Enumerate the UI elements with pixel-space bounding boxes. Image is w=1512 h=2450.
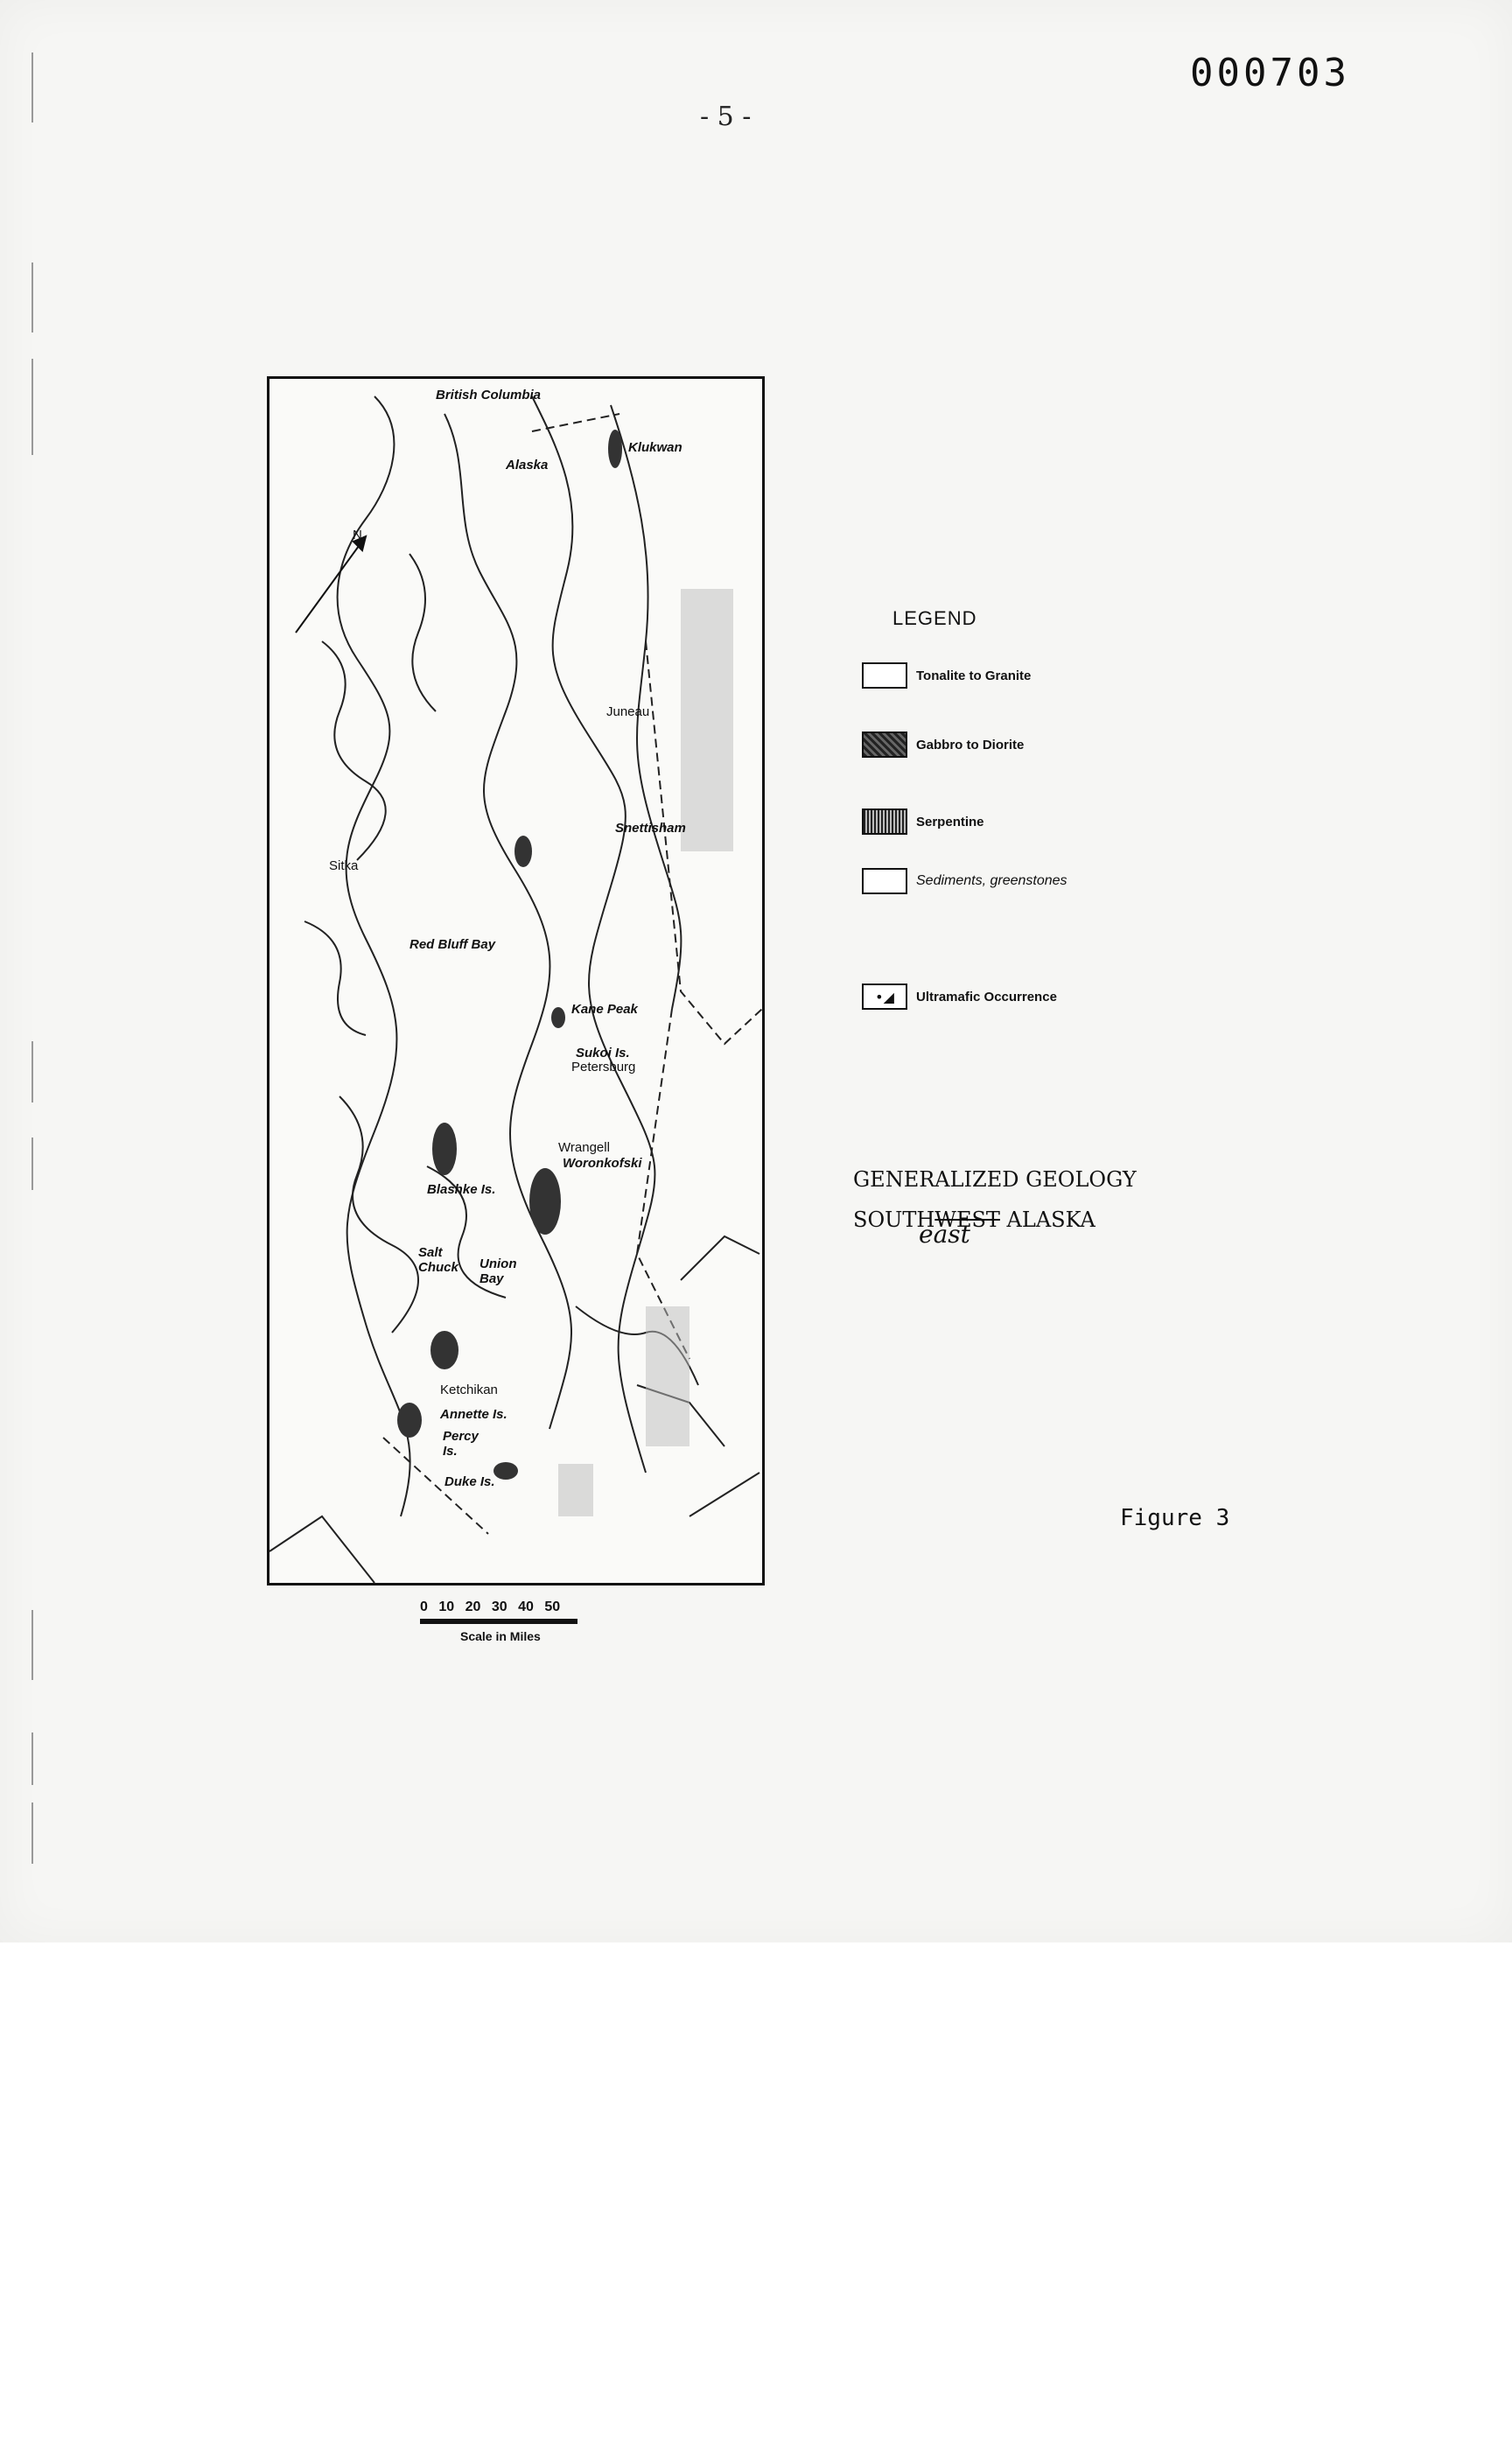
label-juneau: Juneau xyxy=(606,704,650,719)
swatch-sediments xyxy=(862,868,907,894)
legend-item-ultramafic xyxy=(862,984,1057,1010)
legend-label: Serpentine xyxy=(916,814,984,830)
legend-label: Sediments, greenstones xyxy=(916,873,1068,888)
label-kane-peak: Kane Peak xyxy=(571,1002,638,1017)
label-alaska: Alaska xyxy=(506,458,549,472)
label-salt-chuck: Salt Chuck xyxy=(418,1245,458,1275)
figure-title xyxy=(853,1159,1137,1240)
map-drawing xyxy=(270,379,762,1583)
label-sitka: Sitka xyxy=(329,858,359,873)
page-number: - 5 - xyxy=(700,102,752,132)
swatch-serpentine xyxy=(862,808,907,835)
handwritten-correction: east xyxy=(919,1220,970,1249)
geology-map xyxy=(267,376,765,1586)
label-red-bluff-bay: Red Bluff Bay xyxy=(410,937,496,952)
struck-word: WEST xyxy=(934,1208,1000,1232)
label-snettisham: Snettisham xyxy=(615,821,686,836)
label-annette: Annette Is. xyxy=(440,1407,508,1422)
legend-label: Ultramafic Occurrence xyxy=(916,989,1057,1004)
title-line-1: GENERALIZED GEOLOGY xyxy=(853,1167,1137,1192)
legend-label: Gabbro to Diorite xyxy=(916,737,1025,752)
label-union-bay: Union Bay xyxy=(480,1256,517,1286)
label-wrangell: Wrangell xyxy=(558,1140,610,1155)
swatch-gabbro xyxy=(862,732,907,758)
swatch-ultramafic: •◢ xyxy=(862,984,907,1010)
scale-ticks: 0 10 20 30 40 50 xyxy=(420,1600,561,1614)
figure-label: Figure 3 xyxy=(1120,1505,1230,1531)
label-woronkofski: Woronkofski xyxy=(563,1156,642,1171)
scale-caption: Scale in Miles xyxy=(460,1629,541,1643)
label-sukoi: Sukoi Is. xyxy=(576,1046,630,1060)
scale-bar xyxy=(420,1600,586,1643)
legend-item-gabbro xyxy=(862,732,1024,758)
legend-title: LEGEND xyxy=(892,607,977,629)
label-british-columbia: British Columbia xyxy=(436,388,542,402)
binder-marks xyxy=(28,0,37,1925)
label-blashke: Blashke Is. xyxy=(427,1182,496,1197)
label-percy: Percy Is. xyxy=(443,1429,479,1459)
legend-item-tonalite xyxy=(862,662,1031,689)
swatch-tonalite xyxy=(862,662,907,689)
scale-bar-line xyxy=(420,1619,578,1624)
label-ketchikan: Ketchikan xyxy=(440,1382,498,1397)
legend-item-sediments xyxy=(862,868,1068,894)
label-klukwan: Klukwan xyxy=(628,440,682,455)
document-number: 000703 xyxy=(1190,51,1350,95)
north-arrow-label: N xyxy=(353,528,362,542)
title-line-2: SOUTHWEST ALASKA xyxy=(853,1208,1096,1232)
legend-label: Tonalite to Granite xyxy=(916,668,1032,683)
label-duke: Duke Is. xyxy=(444,1474,495,1489)
legend-item-serpentine xyxy=(862,808,984,835)
label-petersburg: Petersburg xyxy=(571,1060,636,1074)
